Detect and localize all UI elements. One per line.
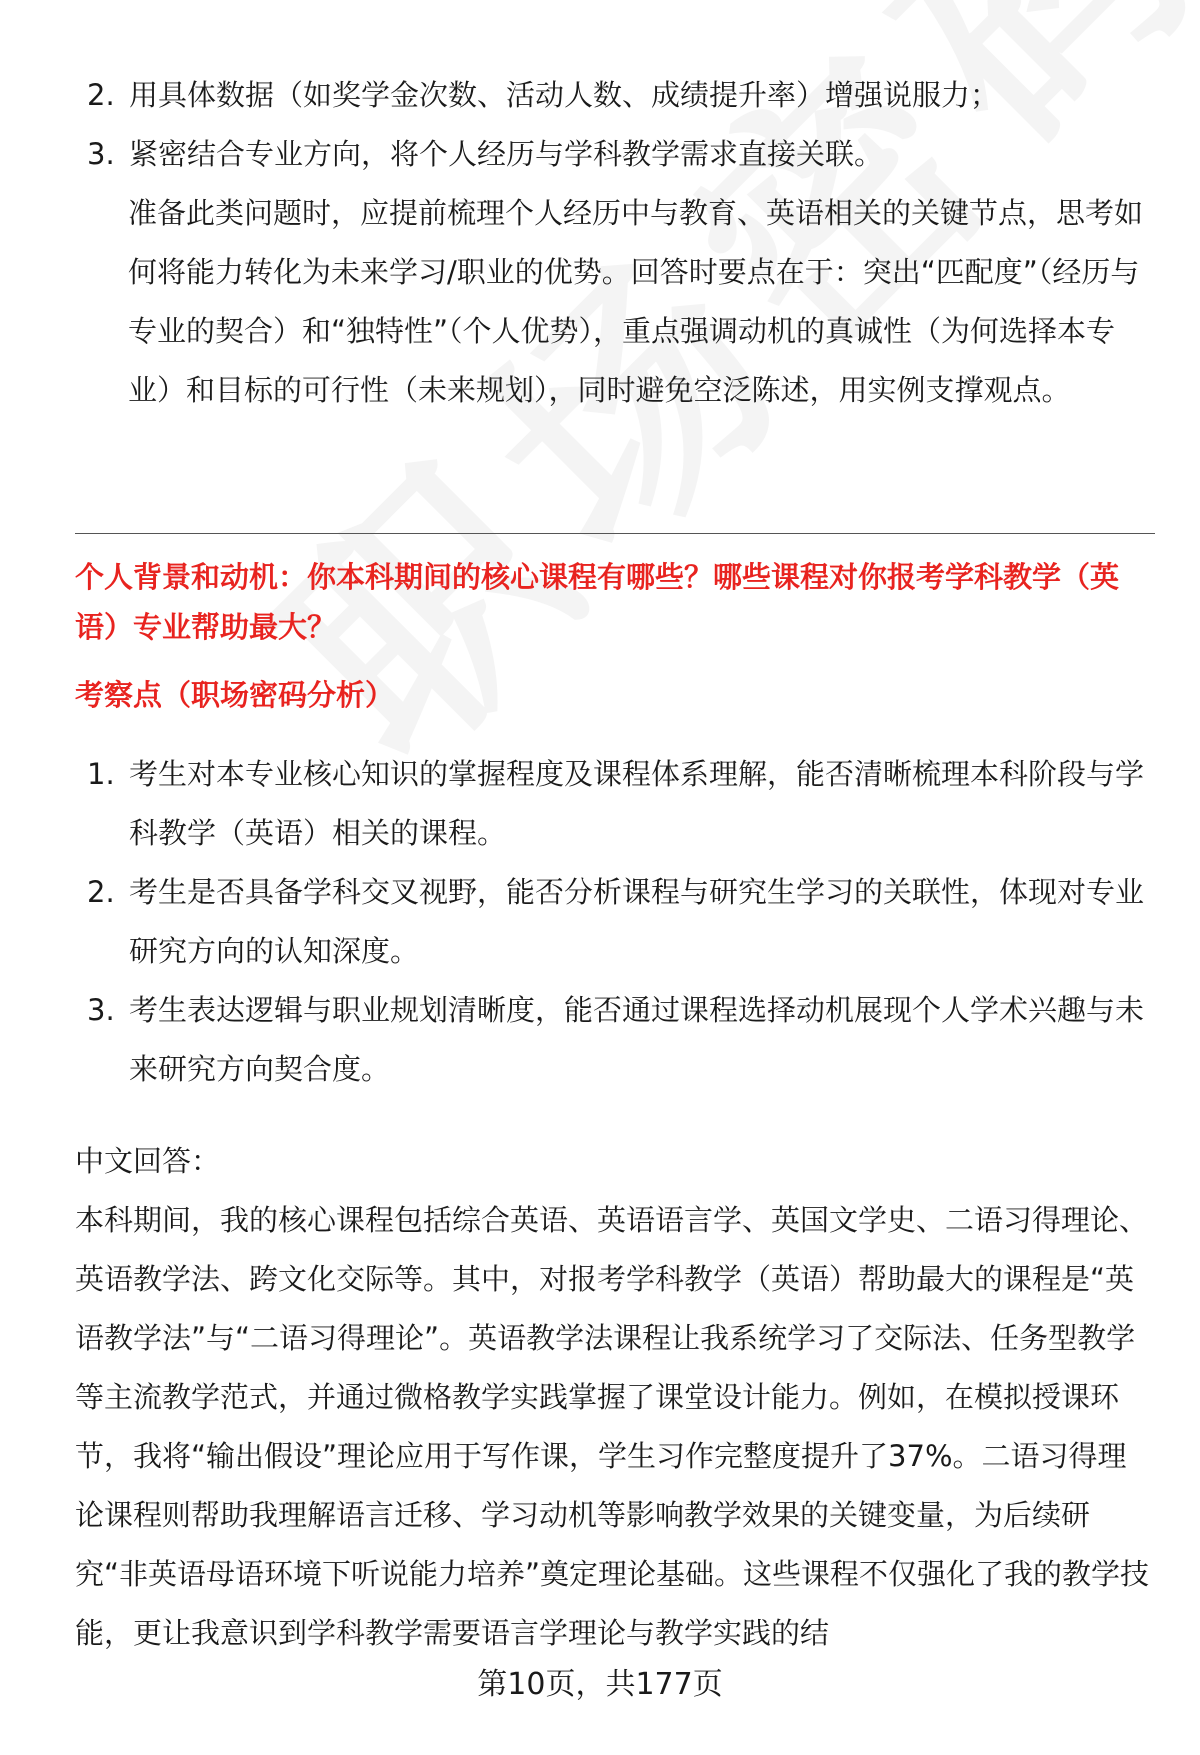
list-item: [75, 125, 1145, 184]
list-number: 2.: [87, 875, 115, 909]
list-item: [75, 863, 1145, 981]
list-number: 3.: [87, 993, 115, 1027]
list-text: 紧密结合专业方向，将个人经历与学科教学需求直接关联。: [129, 137, 884, 171]
list-item: [75, 981, 1145, 1099]
answer-text: 本科期间，我的核心课程包括综合英语、英语语言学、英国文学史、二语习得理论、英语教学法、跨文化交际等。其中，对报考学科教学（英语）帮助最大的课程是“英语教学法”与“二语习得理论”。英语教学法课程让我系统学习了交际法、任务型教学等主流教学范式，并通过微格教学实践掌握了课堂设计能力。例如，在模拟授课环节，我将“输出假设”理论应用于写作课，学生习作完整度提升了37%。二语习得理论课程则帮助我理解语言迁移、学习动机等影响教学效果的关键变量，为后续研究“非英语母语环境下听说能力培养”奠定理论基础。这些课程不仅强化了我的教学技能，更让我意识到学科教学需要语言学理论与教学实践的结: [75, 1203, 1150, 1650]
list-text: 考生对本专业核心知识的掌握程度及课程体系理解，能否清晰梳理本科阶段与学科教学（英语）相关的课程。: [129, 757, 1145, 850]
exam-points-heading: 考察点（职场密码分析）: [75, 678, 395, 712]
list-text: 考生表达逻辑与职业规划清晰度，能否通过课程选择动机展现个人学术兴趣与未来研究方向契合度。: [129, 993, 1145, 1086]
page-footer: 第10页，共177页: [477, 1667, 723, 1702]
list-number: 3.: [87, 137, 115, 171]
top-list: [75, 66, 1145, 184]
list-number: 2.: [87, 78, 115, 112]
prep-paragraph: 准备此类问题时，应提前梳理个人经历中与教育、英语相关的关键节点，思考如何将能力转化为未来学习/职业的优势。回答时要点在于：突出“匹配度”（经历与专业的契合）和“独特性”（个人优势），重点强调动机的真诚性（为何选择本专业）和目标的可行性（未来规划），同时避免空泛陈述，用实例支撑观点。: [128, 196, 1144, 407]
section-divider: [75, 533, 1155, 534]
exam-points-list: [75, 745, 1145, 1099]
answer-label: 中文回答：: [75, 1144, 221, 1178]
list-text: 考生是否具备学科交叉视野，能否分析课程与研究生学习的关联性，体现对专业研究方向的认知深度。: [129, 875, 1145, 968]
list-text: 用具体数据（如奖学金次数、活动人数、成绩提升率）增强说服力；: [129, 78, 1000, 112]
list-item: [75, 745, 1145, 863]
question-title: 个人背景和动机：你本科期间的核心课程有哪些？哪些课程对你报考学科教学（英语）专业帮助最大？: [75, 560, 1120, 644]
list-number: 1.: [87, 757, 115, 791]
list-item: [75, 66, 1145, 125]
